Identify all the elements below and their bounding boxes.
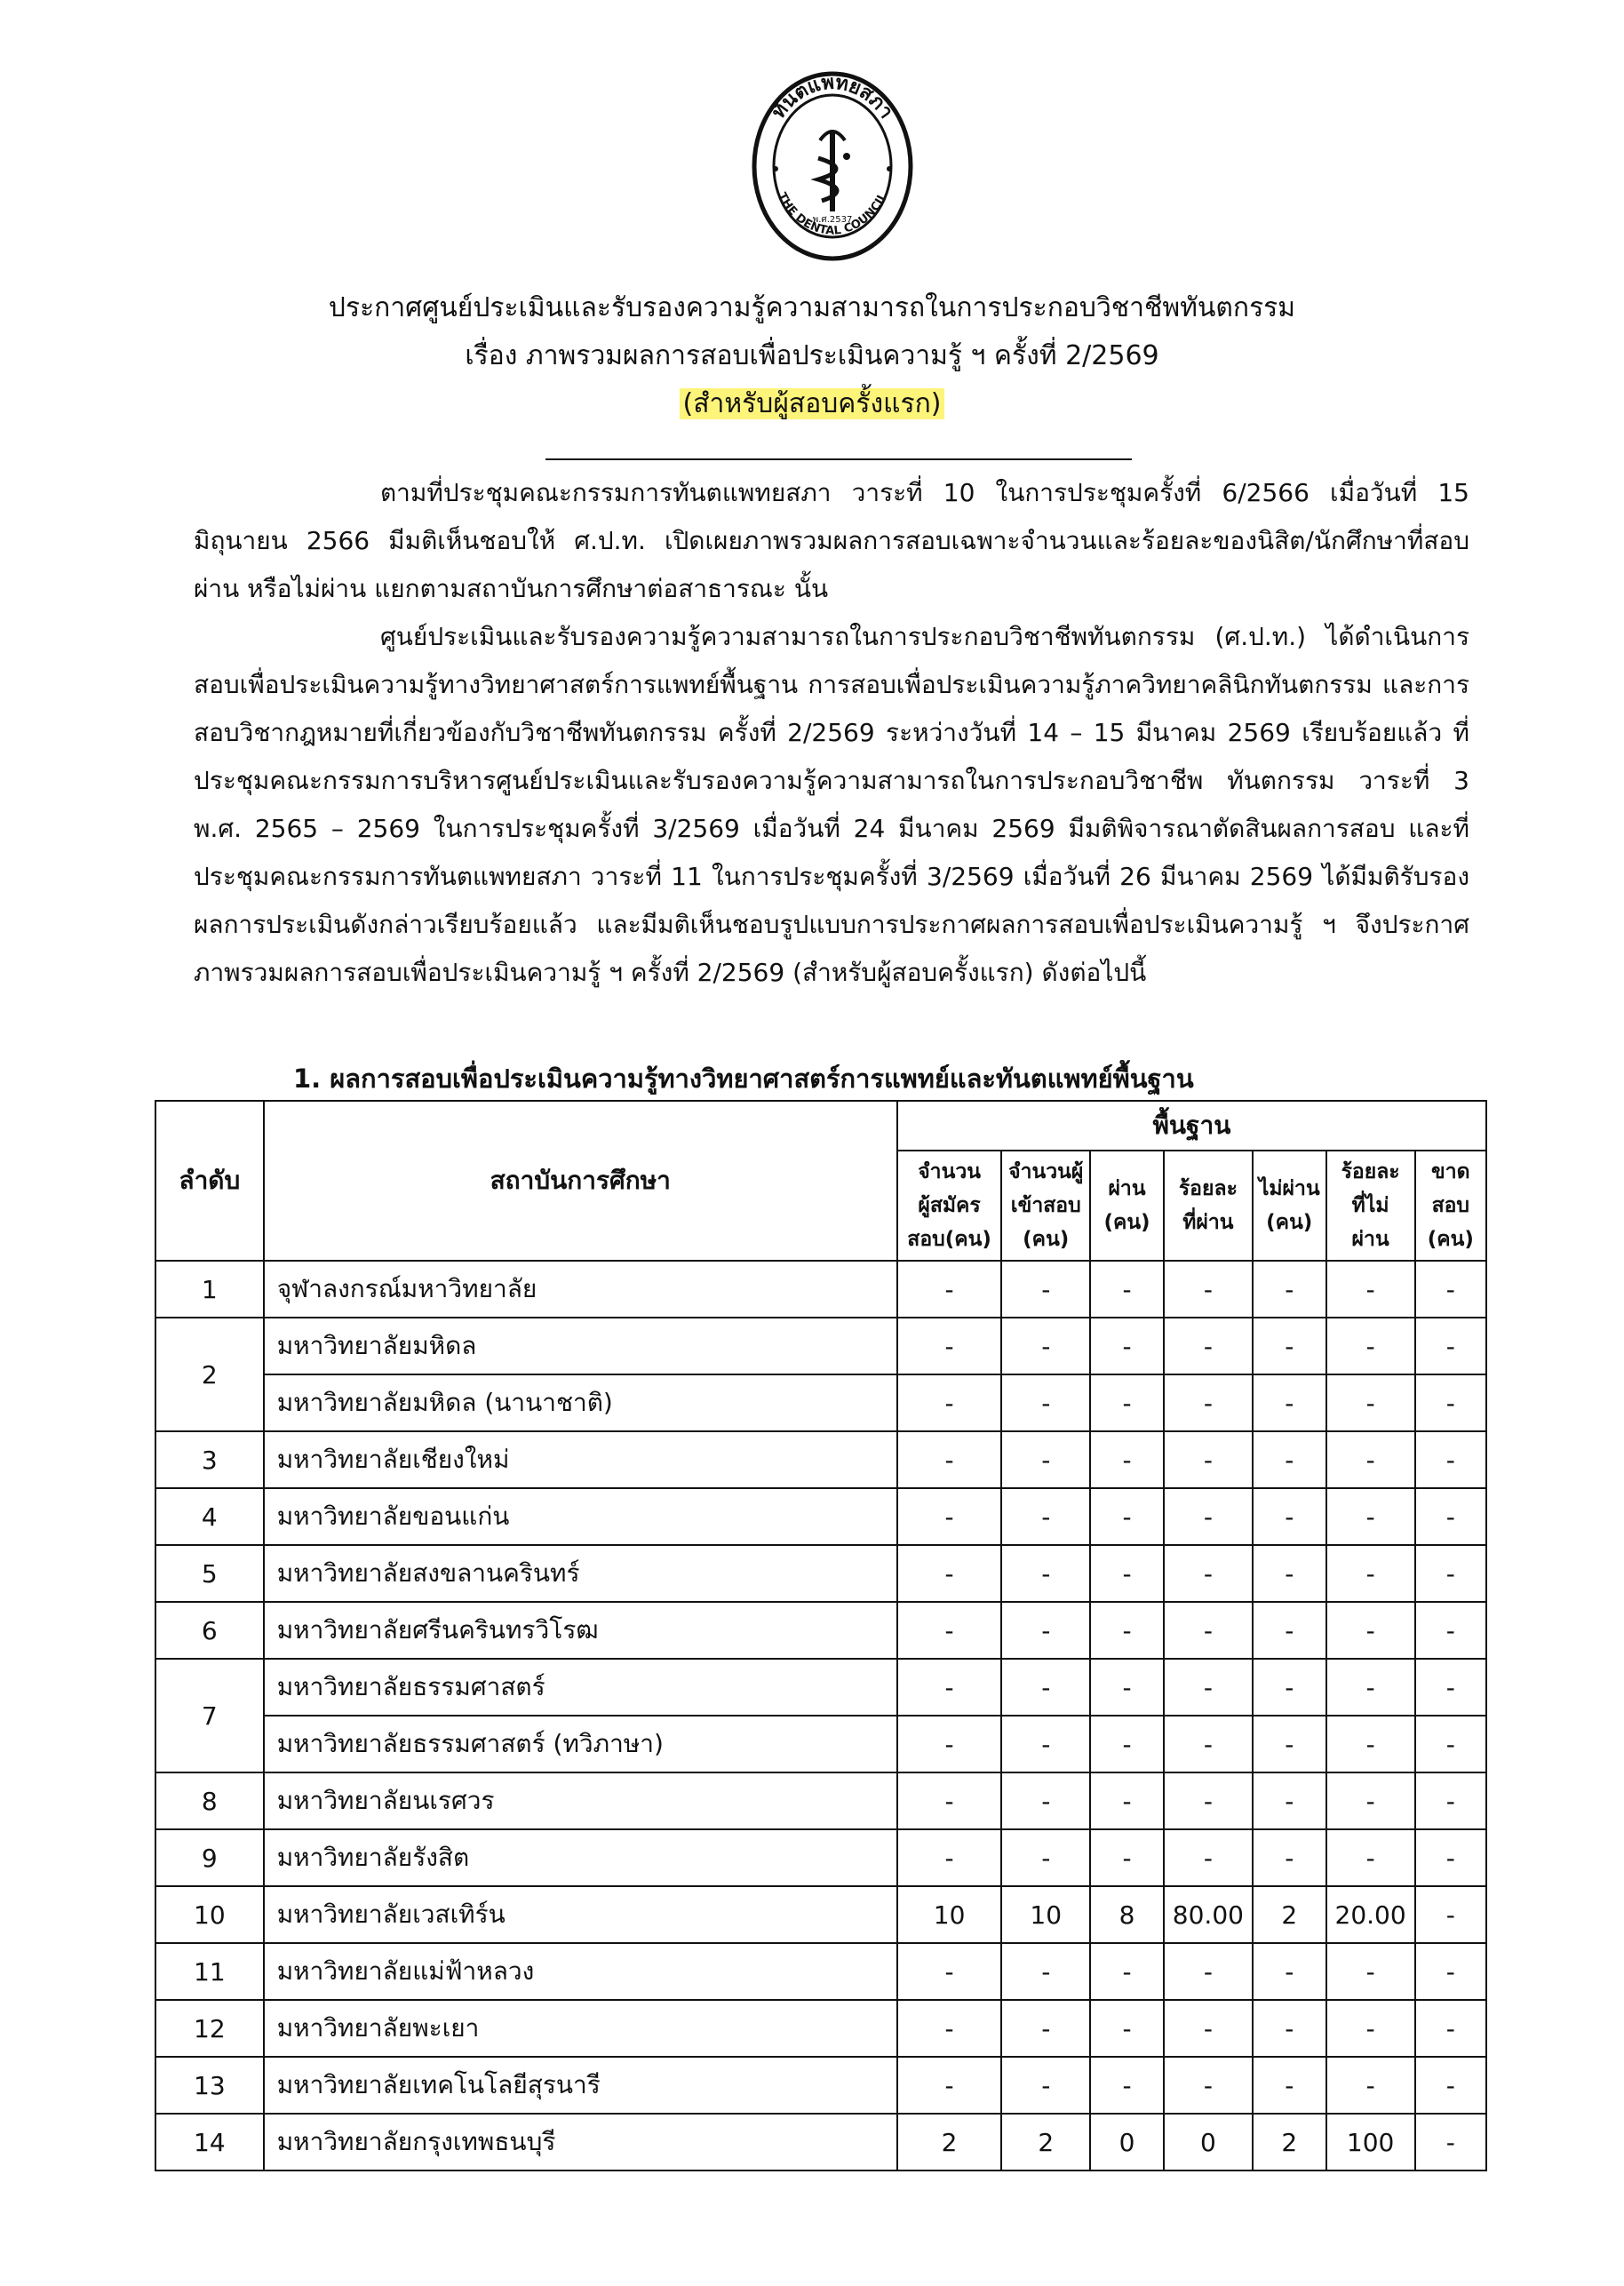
institution-name: มหาวิทยาลัยแม่ฟ้าหลวง [264, 1943, 897, 2000]
table-row [155, 1374, 1486, 1431]
value-cell: - [897, 1374, 1002, 1431]
institution-name: มหาวิทยาลัยเชียงใหม่ [264, 1431, 897, 1488]
value-cell: - [1090, 1318, 1164, 1374]
value-cell: - [1253, 1545, 1326, 1602]
header-group-basic: พื้นฐาน [897, 1101, 1486, 1151]
row-index: 12 [155, 2000, 264, 2057]
value-cell: 80.00 [1164, 1886, 1253, 1943]
value-cell: - [1253, 1659, 1326, 1716]
value-cell: - [1090, 1261, 1164, 1318]
institution-name: มหาวิทยาลัยนเรศวร [264, 1772, 897, 1829]
value-cell: - [1164, 1488, 1253, 1545]
value-cell: - [1090, 1374, 1164, 1431]
value-cell: - [1415, 2057, 1486, 2114]
value-cell: - [1415, 1488, 1486, 1545]
value-cell: - [1326, 1431, 1415, 1488]
value-cell: - [1415, 1943, 1486, 2000]
subheader-line: เข้าสอบ [1010, 1194, 1081, 1217]
value-cell: - [1001, 1602, 1090, 1659]
svg-text:ทันตแพทยสภา: ทันตแพทยสภา [768, 71, 898, 123]
value-cell: - [1326, 2057, 1415, 2114]
value-cell: - [1253, 2000, 1326, 2057]
value-cell: - [1415, 1318, 1486, 1374]
value-cell: - [897, 1943, 1002, 2000]
svg-text:พ.ศ.2537: พ.ศ.2537 [812, 215, 853, 225]
value-cell: - [1415, 1545, 1486, 1602]
table-row [155, 1886, 1486, 1943]
announcement-subject: เรื่อง ภาพรวมผลการสอบเพื่อประเมินความรู้ ฯ ครั้งที่ 2/2569 [465, 340, 1159, 371]
value-cell: - [1326, 1488, 1415, 1545]
value-cell: - [1001, 1261, 1090, 1318]
subheader-line: (คน) [1427, 1228, 1474, 1251]
table-row [155, 2057, 1486, 2114]
value-cell: - [1164, 1829, 1253, 1886]
subheader-col-4 [1164, 1151, 1253, 1261]
value-cell: - [1415, 1772, 1486, 1829]
institution-name: มหาวิทยาลัยธรรมศาสตร์ (ทวิภาษา) [264, 1716, 897, 1772]
row-index: 14 [155, 2114, 264, 2171]
table-row [155, 1829, 1486, 1886]
institution-name: มหาวิทยาลัยธรรมศาสตร์ [264, 1659, 897, 1716]
subheader-line: สอบ(คน) [907, 1228, 991, 1251]
header-index: ลำดับ [155, 1101, 264, 1261]
highlighted-audience: (สำหรับผู้สอบครั้งแรก) [680, 388, 945, 419]
subheader-line: ผู้สมัคร [918, 1194, 981, 1217]
value-cell: - [1090, 1829, 1164, 1886]
value-cell: - [1164, 2000, 1253, 2057]
subheader-line: สอบ [1431, 1194, 1470, 1217]
value-cell: - [1326, 1659, 1415, 1716]
value-cell: - [1253, 1318, 1326, 1374]
value-cell: - [1090, 1602, 1164, 1659]
row-index: 6 [155, 1602, 264, 1659]
value-cell: - [897, 2057, 1002, 2114]
subheader-line: ผ่าน [1351, 1228, 1389, 1251]
subheader-col-7 [1415, 1151, 1486, 1261]
value-cell: - [1326, 1829, 1415, 1886]
value-cell: - [897, 1545, 1002, 1602]
value-cell: - [1415, 1261, 1486, 1318]
subheader-line: จำนวน [918, 1160, 981, 1183]
value-cell: 100 [1326, 2114, 1415, 2171]
subheader-line: ที่ไม่ [1351, 1194, 1389, 1217]
value-cell: - [1326, 1374, 1415, 1431]
value-cell: - [1415, 1602, 1486, 1659]
value-cell: - [1001, 1545, 1090, 1602]
table-row [155, 1772, 1486, 1829]
value-cell: - [1164, 1659, 1253, 1716]
subheader-line: จำนวนผู้ [1008, 1160, 1084, 1183]
row-index: 11 [155, 1943, 264, 2000]
institution-name: มหาวิทยาลัยพะเยา [264, 2000, 897, 2057]
row-index: 8 [155, 1772, 264, 1829]
subheader-line: ร้อยละ [1178, 1177, 1238, 1200]
value-cell: - [1001, 1943, 1090, 2000]
value-cell: 2 [1253, 1886, 1326, 1943]
row-index: 13 [155, 2057, 264, 2114]
value-cell: - [1415, 1374, 1486, 1431]
value-cell: - [1001, 1772, 1090, 1829]
value-cell: - [1415, 1659, 1486, 1716]
subheader-line: (คน) [1266, 1211, 1313, 1234]
value-cell: - [1090, 2000, 1164, 2057]
value-cell: - [1001, 1431, 1090, 1488]
header-institution: สถาบันการศึกษา [264, 1101, 897, 1261]
subheader-line: ที่ผ่าน [1182, 1211, 1234, 1234]
table-row [155, 1318, 1486, 1374]
announcement-audience [0, 380, 1624, 428]
institution-name: มหาวิทยาลัยมหิดล (นานาชาติ) [264, 1374, 897, 1431]
subheader-col-2 [1001, 1151, 1090, 1261]
value-cell: 2 [1253, 2114, 1326, 2171]
value-cell: - [1001, 1829, 1090, 1886]
value-cell: - [1164, 1374, 1253, 1431]
results-table [155, 1100, 1487, 2171]
body-paragraph-1: ตามที่ประชุมคณะกรรมการทันตแพทยสภา วาระที่ 10 ในการประชุมครั้งที่ 6/2566 เมื่อวันที่ 15 มิถุนายน 2566 มีมติเห็นชอบให้ ศ.ป.ท. เปิดเผยภาพรวมผลการสอบเฉพาะจำนวนและร้อยละของนิสิต/นักศึกษาที่สอบผ่าน หรือไม่ผ่าน แยกตามสถาบันการศึกษาต่อสาธารณะ นั้น [194, 478, 1469, 603]
value-cell: - [897, 1829, 1002, 1886]
table-row [155, 1488, 1486, 1545]
value-cell: - [1090, 1545, 1164, 1602]
value-cell: - [897, 1716, 1002, 1772]
subheader-line: ผ่าน [1108, 1177, 1146, 1200]
value-cell: - [1253, 1602, 1326, 1659]
value-cell: - [1253, 1261, 1326, 1318]
value-cell: - [1415, 1716, 1486, 1772]
value-cell: 10 [1001, 1886, 1090, 1943]
row-index: 3 [155, 1431, 264, 1488]
subheader-col-6 [1326, 1151, 1415, 1261]
table-row [155, 1659, 1486, 1716]
row-index: 4 [155, 1488, 264, 1545]
table-row [155, 1545, 1486, 1602]
row-index: 2 [155, 1318, 264, 1431]
value-cell: - [1253, 1943, 1326, 2000]
value-cell: - [897, 1772, 1002, 1829]
section-title: 1. ผลการสอบเพื่อประเมินความรู้ทางวิทยาศาสตร์การแพทย์และทันตแพทย์พื้นฐาน [293, 1063, 1194, 1094]
table-row [155, 2000, 1486, 2057]
institution-name: จุฬาลงกรณ์มหาวิทยาลัย [264, 1261, 897, 1318]
value-cell: - [897, 1318, 1002, 1374]
value-cell: - [897, 1602, 1002, 1659]
row-index: 7 [155, 1659, 264, 1772]
value-cell: - [1090, 1659, 1164, 1716]
institution-name: มหาวิทยาลัยรังสิต [264, 1829, 897, 1886]
value-cell: - [897, 1488, 1002, 1545]
row-index: 10 [155, 1886, 264, 1943]
title-divider [545, 458, 1132, 460]
row-index: 5 [155, 1545, 264, 1602]
value-cell: - [1415, 1829, 1486, 1886]
value-cell: - [1415, 1431, 1486, 1488]
value-cell: - [1164, 2057, 1253, 2114]
value-cell: 0 [1090, 2114, 1164, 2171]
value-cell: - [1326, 1318, 1415, 1374]
value-cell: - [897, 1431, 1002, 1488]
institution-name: มหาวิทยาลัยขอนแก่น [264, 1488, 897, 1545]
value-cell: - [1001, 1659, 1090, 1716]
value-cell: - [1326, 1261, 1415, 1318]
value-cell: - [1164, 1602, 1253, 1659]
table-row [155, 1943, 1486, 2000]
value-cell: - [1090, 1488, 1164, 1545]
value-cell: - [1090, 1772, 1164, 1829]
value-cell: - [1090, 1431, 1164, 1488]
value-cell: - [1253, 1431, 1326, 1488]
value-cell: - [1164, 1943, 1253, 2000]
value-cell: - [1326, 1772, 1415, 1829]
value-cell: - [1001, 2057, 1090, 2114]
value-cell: - [1326, 1545, 1415, 1602]
value-cell: 2 [1001, 2114, 1090, 2171]
subheader-line: ขาด [1431, 1160, 1470, 1183]
subheader-col-1 [897, 1151, 1002, 1261]
value-cell: - [1415, 2000, 1486, 2057]
row-index: 9 [155, 1829, 264, 1886]
table-row [155, 2114, 1486, 2171]
institution-name: มหาวิทยาลัยสงขลานครินทร์ [264, 1545, 897, 1602]
subheader-line: (คน) [1103, 1211, 1150, 1234]
value-cell: - [1253, 1829, 1326, 1886]
subheader-line: ไม่ผ่าน [1258, 1177, 1320, 1200]
value-cell: - [1326, 1943, 1415, 2000]
value-cell: - [1415, 1886, 1486, 1943]
value-cell: - [1253, 1772, 1326, 1829]
table-row [155, 1261, 1486, 1318]
value-cell: - [1326, 1716, 1415, 1772]
value-cell: - [1253, 1716, 1326, 1772]
svg-text:THE DENTAL COUNCIL: THE DENTAL COUNCIL [775, 190, 890, 238]
value-cell: 8 [1090, 1886, 1164, 1943]
value-cell: - [897, 1261, 1002, 1318]
table-row [155, 1431, 1486, 1488]
value-cell: - [1164, 1318, 1253, 1374]
seal-icon [749, 69, 916, 263]
value-cell: - [1164, 1716, 1253, 1772]
value-cell: - [1090, 1943, 1164, 2000]
value-cell: - [1326, 2000, 1415, 2057]
announcement-title: ประกาศศูนย์ประเมินและรับรองความรู้ความสามารถในการประกอบวิชาชีพทันตกรรม [328, 292, 1296, 323]
value-cell: - [1253, 1488, 1326, 1545]
value-cell: - [1001, 2000, 1090, 2057]
body-paragraph-2: ศูนย์ประเมินและรับรองความรู้ความสามารถในการประกอบวิชาชีพทันตกรรม (ศ.ป.ท.) ได้ดำเนินการสอบเพื่อประเมินความรู้ทางวิทยาศาสตร์การแพทย์พื้นฐาน การสอบเพื่อประเมินความรู้ภาควิทยาคลินิกทันตกรรม และการสอบวิชากฎหมายที่เกี่ยวข้องกับวิชาชีพทันตกรรม ครั้งที่ 2/2569 ระหว่างวันที่ 14 – 15 มีนาคม 2569 เรียบร้อยแล้ว ที่ประชุมคณะกรรมการบริหารศูนย์ประเมินและรับรองความรู้ความสามารถในการประกอบวิชาชีพ ทันตกรรม วาระที่ 3 พ.ศ. 2565 – 2569 ในการประชุมครั้งที่ 3/2569 เมื่อวันที่ 24 มีนาคม 2569 มีมติพิจารณาตัดสินผลการสอบ และที่ประชุมคณะกรรมการทันตแพทยสภา วาระที่ 11 ในการประชุมครั้งที่ 3/2569 เมื่อวันที่ 26 มีนาคม 2569 ได้มีมติรับรองผลการประเมินดังกล่าวเรียบร้อยแล้ว และมีมติเห็นชอบรูปแบบการประกาศผลการสอบเพื่อประเมินความรู้ ฯ จึงประกาศภาพรวมผลการสอบเพื่อประเมินความรู้ ฯ ครั้งที่ 2/2569 (สำหรับผู้สอบครั้งแรก) ดังต่อไปนี้ [194, 622, 1469, 987]
value-cell: - [1001, 1716, 1090, 1772]
value-cell: 20.00 [1326, 1886, 1415, 1943]
institution-name: มหาวิทยาลัยมหิดล [264, 1318, 897, 1374]
value-cell: 2 [897, 2114, 1002, 2171]
value-cell: - [1090, 1716, 1164, 1772]
value-cell: - [1415, 2114, 1486, 2171]
institution-name: มหาวิทยาลัยเวสเทิร์น [264, 1886, 897, 1943]
value-cell: - [1001, 1488, 1090, 1545]
institution-name: มหาวิทยาลัยศรีนครินทรวิโรฒ [264, 1602, 897, 1659]
value-cell: - [1090, 2057, 1164, 2114]
value-cell: - [1164, 1261, 1253, 1318]
value-cell: - [1164, 1431, 1253, 1488]
value-cell: - [897, 2000, 1002, 2057]
value-cell: 10 [897, 1886, 1002, 1943]
value-cell: - [1253, 1374, 1326, 1431]
subheader-line: (คน) [1023, 1228, 1070, 1251]
subheader-col-5 [1253, 1151, 1326, 1261]
value-cell: - [1001, 1318, 1090, 1374]
value-cell: - [1164, 1772, 1253, 1829]
subheader-col-3 [1090, 1151, 1164, 1261]
subheader-line: ร้อยละ [1341, 1160, 1400, 1183]
value-cell: 0 [1164, 2114, 1253, 2171]
institution-name: มหาวิทยาลัยกรุงเทพธนบุรี [264, 2114, 897, 2171]
value-cell: - [897, 1659, 1002, 1716]
value-cell: - [1001, 1374, 1090, 1431]
value-cell: - [1253, 2057, 1326, 2114]
institution-name: มหาวิทยาลัยเทคโนโลยีสุรนารี [264, 2057, 897, 2114]
row-index: 1 [155, 1261, 264, 1318]
value-cell: - [1326, 1602, 1415, 1659]
value-cell: - [1164, 1545, 1253, 1602]
table-row [155, 1602, 1486, 1659]
dental-council-logo [749, 69, 916, 263]
table-row [155, 1716, 1486, 1772]
